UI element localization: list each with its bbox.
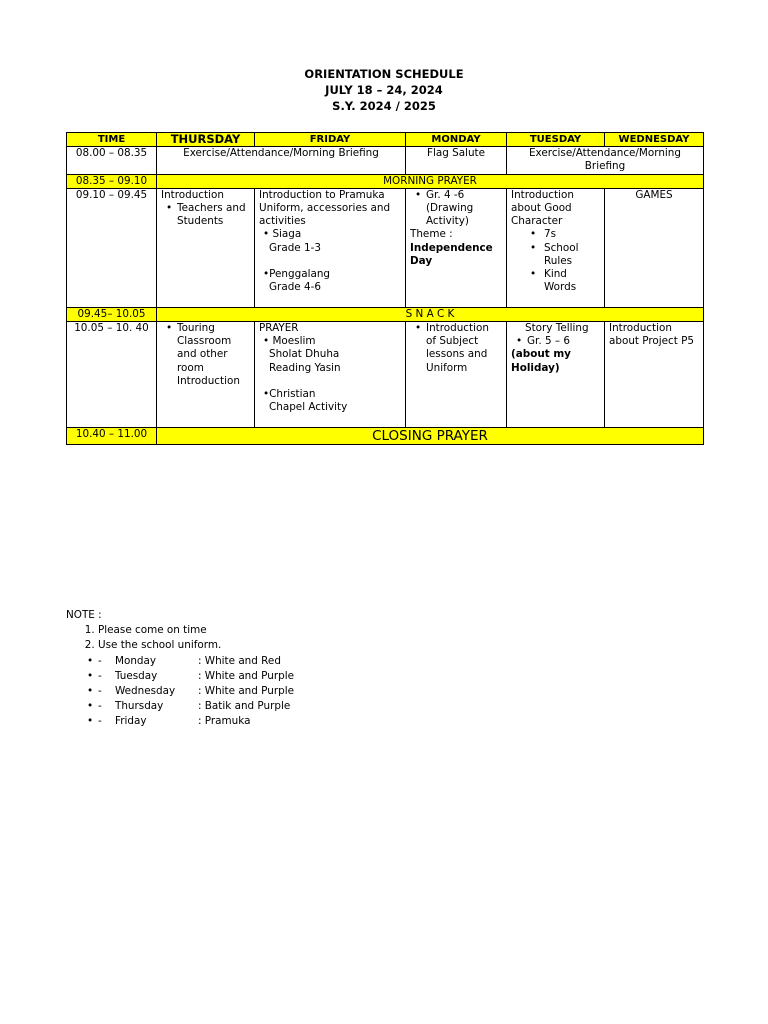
cell-mon-drawing: • Gr. 4 -6 (Drawing Activity) Theme : Independence Day — [406, 188, 507, 307]
cell-mon-subjects — [406, 322, 507, 428]
table-row — [67, 147, 704, 174]
cell-thu-fri-briefing: Exercise/Attendance/Morning Briefing — [157, 147, 406, 174]
uniform-item-monday: • - Monday : White and Red — [98, 654, 294, 669]
list-item: • Touring Classroom and other room Introduction — [177, 322, 250, 388]
schedule-title: ORIENTATION SCHEDULE — [304, 67, 464, 81]
uniform-item-thursday: • - Thursday : Batik and Purple — [98, 699, 294, 714]
notes-list — [66, 623, 294, 729]
col-tuesday: TUESDAY — [507, 133, 605, 147]
bullet-icon: • — [263, 267, 270, 280]
schedule-dates: JULY 18 – 24, 2024 — [325, 83, 443, 97]
time-cell: 08.35 – 09.10 — [67, 174, 157, 188]
bullet-icon: • — [263, 335, 273, 348]
header-row — [67, 133, 704, 147]
time-cell: 09.45– 10.05 — [67, 307, 157, 321]
col-thursday: THURSDAY — [157, 133, 255, 147]
table-row — [67, 428, 704, 445]
list-item: • Teachers and Students — [177, 202, 250, 228]
table-row — [67, 307, 704, 321]
cell-fri-prayer: PRAYER • Moeslim Sholat Dhuha Reading Yasin •Christian Chapel Activity — [255, 322, 406, 428]
morning-prayer-banner: MORNING PRAYER — [157, 174, 704, 188]
col-friday: FRIDAY — [255, 133, 406, 147]
uniform-item-friday: • - Friday : Pramuka — [98, 714, 294, 729]
snack-banner: S N A C K — [157, 307, 704, 321]
table-row — [67, 322, 704, 428]
note-item: 1. Please come on time — [98, 623, 294, 638]
school-year: S.Y. 2024 / 2025 — [332, 99, 436, 113]
document-header — [0, 66, 768, 114]
bullet-icon: • — [263, 387, 270, 400]
list-item: • Kind Words — [544, 268, 600, 294]
list-item: • Introduction of Subject lessons and Uniform — [426, 322, 502, 375]
cell-thu-intro: Introduction • Teachers and Students — [157, 188, 255, 307]
table-row — [67, 174, 704, 188]
cell-wed-games: GAMES — [605, 188, 704, 307]
table-row — [67, 188, 704, 307]
bullet-icon: • — [263, 228, 273, 241]
cell-fri-pramuka: Introduction to Pramuka Uniform, accessories and activities • Siaga Grade 1-3 •Penggalang Grade 4-6 — [255, 188, 406, 307]
list-item: • Gr. 4 -6 (Drawing Activity) — [426, 189, 502, 229]
schedule-table — [66, 132, 704, 445]
cell-mon-flag-salute: Flag Salute — [406, 147, 507, 174]
time-cell: 10.05 – 10. 40 — [67, 322, 157, 428]
cell-thu-touring — [157, 322, 255, 428]
time-cell: 08.00 – 08.35 — [67, 147, 157, 174]
notes-title: NOTE : — [66, 609, 102, 621]
list-item: • School Rules — [544, 242, 600, 268]
uniform-item-wednesday: • - Wednesday : White and Purple — [98, 684, 294, 699]
note-item: 2. Use the school uniform. • - Monday : White and Red • - Tuesday : White and Purple • - Wednesday : White and Purple • - Thursday : Batik and Purple • - Friday : Pramuka — [98, 638, 294, 729]
cell-tue-storytelling: Story Telling • Gr. 5 – 6 (about my Holiday) — [507, 322, 605, 428]
col-wednesday: WEDNESDAY — [605, 133, 704, 147]
closing-prayer-banner: CLOSING PRAYER — [157, 428, 704, 445]
list-item: • 7s — [544, 228, 600, 241]
time-cell: 09.10 – 09.45 — [67, 188, 157, 307]
list-item: • Gr. 5 – 6 — [527, 335, 600, 348]
time-cell: 10.40 – 11.00 — [67, 428, 157, 445]
cell-tue-wed-briefing: Exercise/Attendance/Morning Briefing — [507, 147, 704, 174]
cell-wed-p5: Introduction about Project P5 — [605, 322, 704, 428]
uniform-list — [98, 654, 294, 730]
uniform-item-tuesday: • - Tuesday : White and Purple — [98, 669, 294, 684]
col-time: TIME — [67, 133, 157, 147]
col-monday: MONDAY — [406, 133, 507, 147]
notes-section — [66, 608, 294, 730]
cell-tue-character: Introduction about Good Character • 7s • School Rules • Kind Words — [507, 188, 605, 307]
